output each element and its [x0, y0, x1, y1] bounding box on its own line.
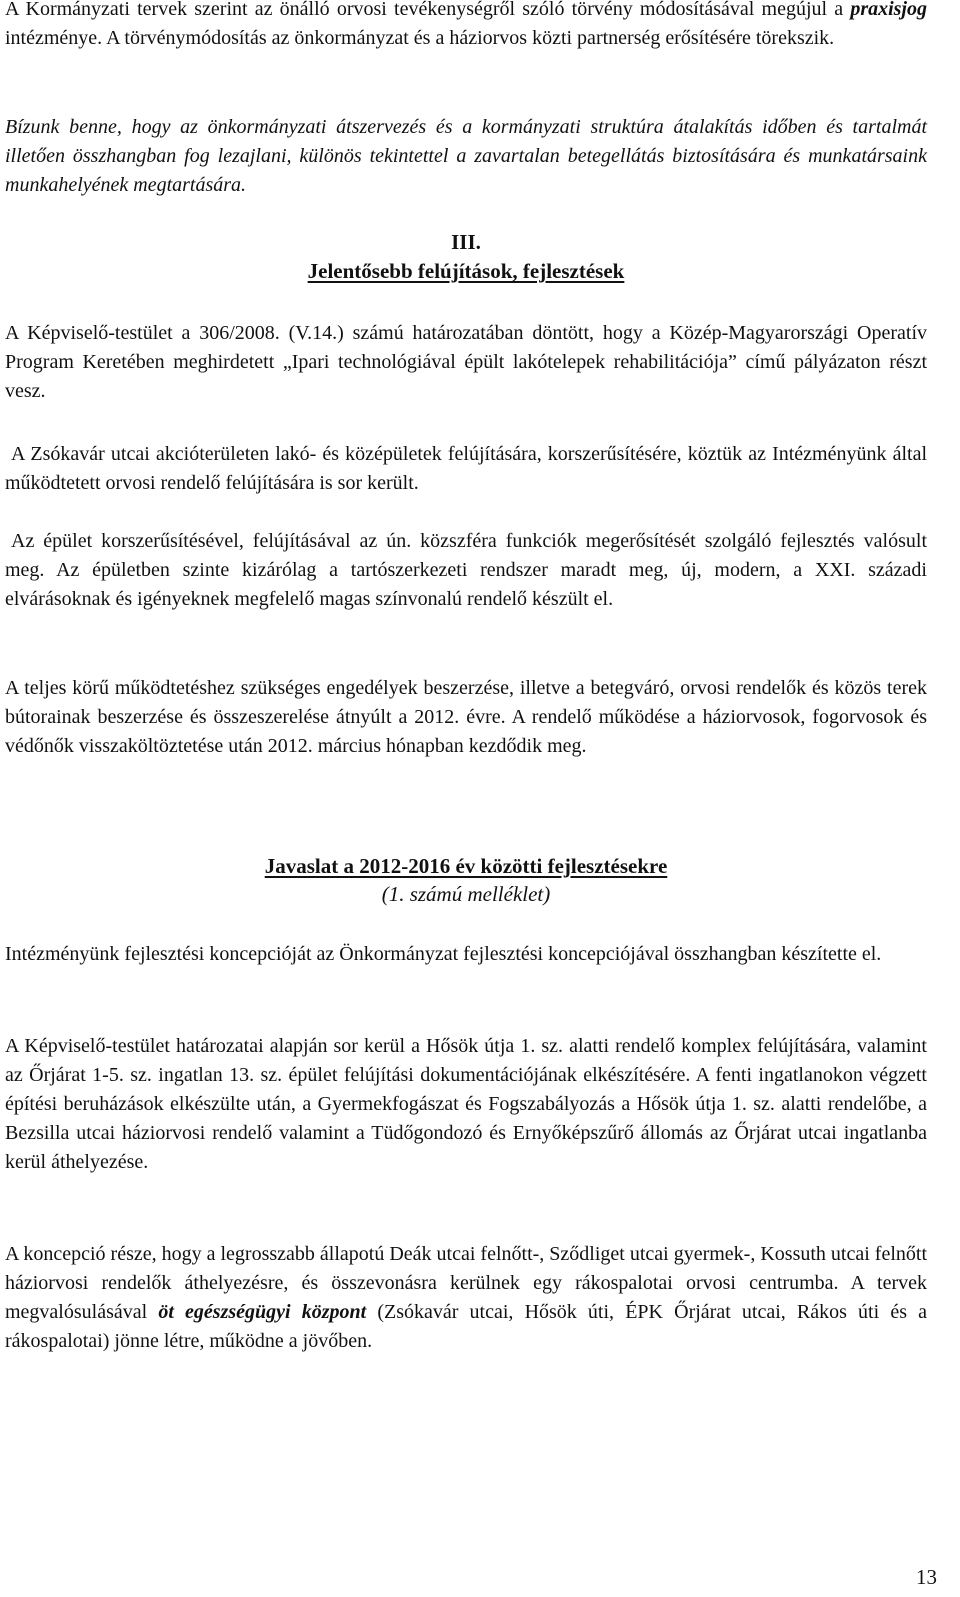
paragraph-renovation: A Képviselő-testület határozatai alapján sor kerül a Hősök útja 1. sz. alatti rendelő komplex felújítására, valamint az Őrjárat 1-5. sz. ingatlan 13. sz. épület felújítási dokumentációjának elkészítésére. A fenti ingatlanokon végzett építési beruházások elkészülte után, a Gyermekfogászat és Fogszabályozás a Hősök útja 1. sz. alatti rendelőbe, a Bezsilla utcai háziorvosi rendelő valamint a Tüdőgondozó és Ernyőképszűrő állomás az Őrjárat utcai ingatlanba kerül áthelyezése. [5, 1035, 927, 1173]
section-heading-plan [5, 852, 927, 908]
plan-title-text: Javaslat a 2012-2016 év közötti fejlesztésekre [264, 854, 668, 878]
plan-subtitle: (1. számú melléklet) [381, 882, 551, 906]
section-title [5, 257, 927, 286]
page-number: 13 [916, 1565, 937, 1589]
paragraph-italic-trust: Bízunk benne, hogy az önkormányzati átszervezés és a kormányzati struktúra átalakítás időben és tartalmát illetően összhangban fog lezajlani, különös tekintettel a zavartalan betegellátás biztosítására és munkatársaink munkahelyének megtartására. [5, 116, 927, 196]
paragraph-text: (Zsókavár utcai, Hősök úti, ÉPK Őrjárat utcai, Rákos úti és a rákospalotai) jönne létre, működne a jövőben. [5, 1301, 927, 1352]
paragraph-modernization: Az épület korszerűsítésével, felújításával az ún. közszféra funkciók megerősítését szolgáló fejlesztés valósult meg. Az épületben szinte kizárólag a tartószerkezeti rendszer maradt meg, új, modern, a XXI. századi elvárásoknak és igényeknek megfelelő magas színvonalú rendelő készült el. [5, 530, 927, 610]
paragraph-text: A Kormányzati tervek szerint az önálló orvosi tevékenységről szóló törvény módosításával megújul a [5, 0, 851, 20]
paragraph-praxisjog [5, 0, 927, 53]
emphasis-praxisjog: praxisjog [850, 0, 927, 20]
section-number: III. [451, 230, 481, 254]
section-title-text: Jelentősebb felújítások, fejlesztések [307, 259, 625, 283]
paragraph-permits: A teljes körű működtetéshez szükséges engedélyek beszerzése, illetve a betegváró, orvosi rendelők és közös terek bútorainak beszerzése és összeszerelése átnyúlt a 2012. évre. A rendelő működése a háziorvosok, fogorvosok és védőnők visszaköltöztetése után 2012. március hónapban kezdődik meg. [5, 677, 927, 757]
paragraph-concept: Intézményünk fejlesztési koncepcióját az Önkormányzat fejlesztési koncepciójával összhangban készítette el. [5, 943, 882, 965]
paragraph-centers [5, 1240, 927, 1356]
paragraph-resolution: A Képviselő-testület a 306/2008. (V.14.) számú határozatában döntött, hogy a Közép-Magyarországi Operatív Program Keretében meghirdetett „Ipari technológiával épült lakótelepek rehabilitációja” című pályázaton részt vesz. [5, 322, 927, 402]
plan-title [5, 852, 927, 881]
paragraph-text: A koncepció része, hogy a legrosszabb állapotú Deák utcai felnőtt-, Sződliget utcai gyermek-, Kossuth utcai felnőtt háziorvosi rendelők áthelyezésre, és összevonásra kerülnek egy rákospalotai orvosi centrumba. A tervek megvalósulásával [5, 1243, 927, 1323]
paragraph-text: intézménye. A törvénymódosítás az önkormányzat és a háziorvos közti partnerség erősítésére törekszik. [5, 27, 835, 49]
section-heading-iii [5, 228, 927, 286]
paragraph-zsokavar: A Zsókavár utcai akcióterületen lakó- és középületek felújítására, korszerűsítésére, köztük az Intézményünk által működtetett orvosi rendelő felújítására is sor került. [5, 443, 927, 494]
emphasis-health-centers: öt egészségügyi központ [158, 1301, 367, 1323]
